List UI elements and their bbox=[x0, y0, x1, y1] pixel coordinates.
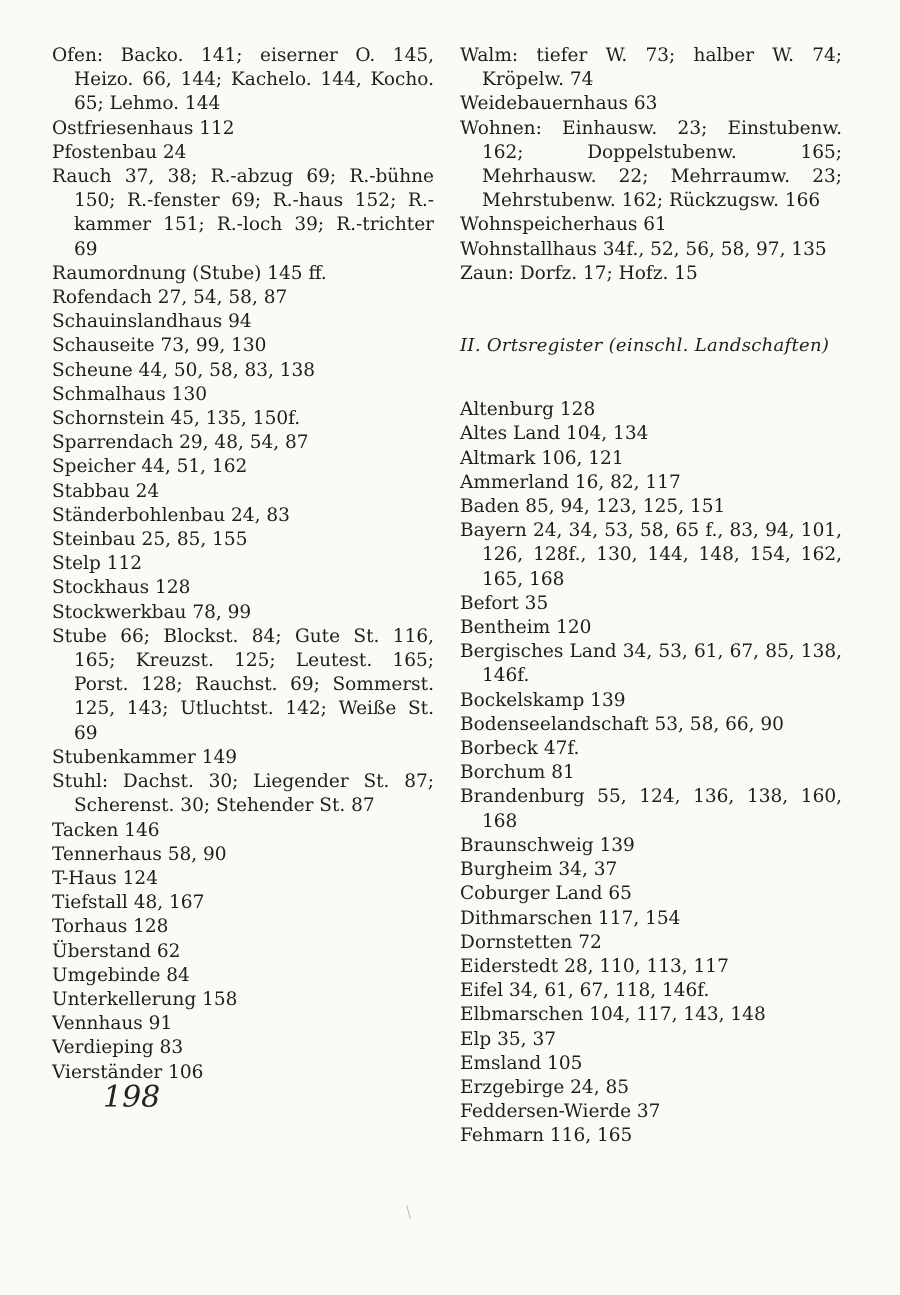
index-entry: Coburger Land 65 bbox=[460, 883, 632, 905]
index-entry: Schmalhaus 130 bbox=[52, 383, 207, 405]
index-entry: Erzgebirge 24, 85 bbox=[460, 1076, 630, 1098]
index-entry: Borbeck 47f. bbox=[460, 738, 580, 760]
index-entry: Steinbau 25, 85, 155 bbox=[52, 529, 248, 551]
index-entry: Umgebinde 84 bbox=[52, 964, 190, 986]
index-entry: Unterkellerung 158 bbox=[52, 988, 238, 1010]
index-entry: Sparrendach 29, 48, 54, 87 bbox=[52, 432, 309, 454]
index-entry: Rofendach 27, 54, 58, 87 bbox=[52, 287, 288, 309]
index-entry: Scheune 44, 50, 58, 83, 138 bbox=[52, 359, 316, 381]
index-entry: Stube 66; Blockst. 84; Gute St. 116, 165; Kreuzst. 125; Leutest. 165; Porst. 128; Rauchst. 69; Sommerst. 125, 143; Utluchtst. 142; Weiße St. 69 bbox=[52, 625, 434, 744]
index-entry: Ofen: Backo. 141; eiserner O. 145, Heizo. 66, 144; Kachelo. 144, Kocho. 65; Lehmo. 144 bbox=[52, 45, 434, 115]
place-index bbox=[460, 398, 842, 1148]
index-entry: Weidebauernhaus 63 bbox=[460, 93, 658, 115]
index-entry: Altenburg 128 bbox=[460, 399, 596, 421]
index-entry: Rauch 37, 38; R.-abzug 69; R.-bühne 150; R.-fenster 69; R.-haus 152; R.-kammer 151; R.-loch 39; R.-trichter 69 bbox=[52, 166, 434, 260]
index-entry: Schauseite 73, 99, 130 bbox=[52, 335, 267, 357]
index-entry: Tiefstall 48, 167 bbox=[52, 892, 205, 914]
index-entry: Burgheim 34, 37 bbox=[460, 859, 618, 881]
index-entry: Ostfriesenhaus 112 bbox=[52, 117, 235, 139]
index-entry: Tennerhaus 58, 90 bbox=[52, 843, 227, 865]
index-entry: Walm: tiefer W. 73; halber W. 74; Kröpelw. 74 bbox=[460, 45, 842, 91]
index-entry: Vennhaus 91 bbox=[52, 1013, 173, 1035]
index-entry: Speicher 44, 51, 162 bbox=[52, 456, 248, 478]
section-heading: II. Ortsregister (einschl. Landschaften) bbox=[460, 335, 830, 357]
index-entry: Elp 35, 37 bbox=[460, 1028, 556, 1050]
index-entry: Stuhl: Dachst. 30; Liegender St. 87; Scherenst. 30; Stehender St. 87 bbox=[52, 771, 434, 817]
index-entry: Ammerland 16, 82, 117 bbox=[460, 471, 681, 493]
index-entry: Brandenburg 55, 124, 136, 138, 160, 168 bbox=[460, 786, 842, 832]
index-entry: Fehmarn 116, 165 bbox=[460, 1125, 633, 1147]
index-entry: Überstand 62 bbox=[52, 940, 181, 962]
index-entry: Pfostenbau 24 bbox=[52, 141, 187, 163]
index-entry: Wohnstallhaus 34f., 52, 56, 58, 97, 135 bbox=[460, 238, 827, 260]
index-entry: Bodenseelandschaft 53, 58, 66, 90 bbox=[460, 713, 784, 735]
index-entry: Bergisches Land 34, 53, 61, 67, 85, 138, 146f. bbox=[460, 641, 842, 687]
index-entry: Torhaus 128 bbox=[52, 916, 169, 938]
index-entry: Dornstetten 72 bbox=[460, 931, 602, 953]
index-entry: Bentheim 120 bbox=[460, 617, 592, 639]
paper-mark bbox=[406, 1205, 411, 1219]
index-entry: Stabbau 24 bbox=[52, 480, 160, 502]
index-entry: Dithmarschen 117, 154 bbox=[460, 907, 681, 929]
index-entry: Tacken 146 bbox=[52, 819, 160, 841]
index-entry: Emsland 105 bbox=[460, 1052, 583, 1074]
index-entry: Altes Land 104, 134 bbox=[460, 423, 649, 445]
index-entry: Altmark 106, 121 bbox=[460, 447, 624, 469]
index-entry: Stubenkammer 149 bbox=[52, 746, 238, 768]
index-entry: Eifel 34, 61, 67, 118, 146f. bbox=[460, 980, 710, 1002]
index-entry: Stelp 112 bbox=[52, 553, 143, 575]
index-entry: Borchum 81 bbox=[460, 762, 575, 784]
index-entry: Baden 85, 94, 123, 125, 151 bbox=[460, 496, 726, 518]
index-entry: Vierständer 106 bbox=[52, 1061, 204, 1083]
index-entry: Feddersen-Wierde 37 bbox=[460, 1101, 661, 1123]
index-entry: Stockhaus 128 bbox=[52, 577, 191, 599]
index-entry: Bayern 24, 34, 53, 58, 65 f., 83, 94, 101, 126, 128f., 130, 144, 148, 154, 162, 165, 168 bbox=[460, 520, 842, 590]
index-entry: Verdieping 83 bbox=[52, 1037, 184, 1059]
subject-index-continued bbox=[460, 44, 842, 286]
index-entry: Schornstein 45, 135, 150f. bbox=[52, 408, 301, 430]
index-column-right bbox=[460, 44, 842, 1149]
index-entry: Zaun: Dorfz. 17; Hofz. 15 bbox=[460, 262, 698, 284]
index-entry: Elbmarschen 104, 117, 143, 148 bbox=[460, 1004, 766, 1026]
index-entry: Wohnspeicherhaus 61 bbox=[460, 214, 667, 236]
index-entry: Befort 35 bbox=[460, 592, 549, 614]
index-entry: T-Haus 124 bbox=[52, 867, 158, 889]
index-entry: Schauinslandhaus 94 bbox=[52, 311, 252, 333]
index-entry: Bockelskamp 139 bbox=[460, 689, 626, 711]
index-entry: Stockwerkbau 78, 99 bbox=[52, 601, 252, 623]
index-entry: Braunschweig 139 bbox=[460, 834, 635, 856]
index-column-left bbox=[52, 44, 434, 1085]
page-number: 198 bbox=[103, 1080, 161, 1115]
index-entry: Eiderstedt 28, 110, 113, 117 bbox=[460, 955, 729, 977]
index-entry: Wohnen: Einhausw. 23; Einstubenw. 162; Doppelstubenw. 165; Mehrhausw. 22; Mehrraumw. 23; Mehrstubenw. 162; Rückzugsw. 166 bbox=[460, 117, 842, 212]
index-entry: Raumordnung (Stube) 145 ff. bbox=[52, 262, 327, 284]
index-entry: Ständerbohlenbau 24, 83 bbox=[52, 504, 290, 526]
